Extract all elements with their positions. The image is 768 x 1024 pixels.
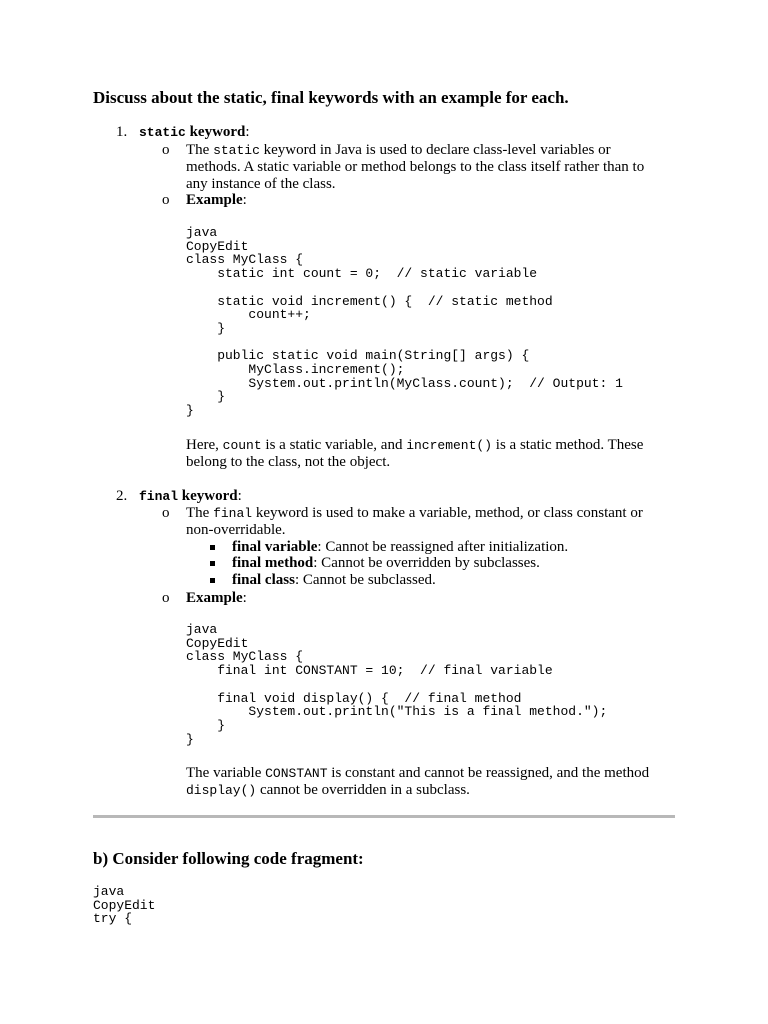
- horizontal-rule: [93, 815, 675, 818]
- sub-text-1: : Cannot be reassigned after initialization.: [317, 539, 569, 555]
- section-1-colon: :: [245, 124, 250, 140]
- section-2-description: [186, 505, 676, 539]
- circle-bullet-icon: o: [162, 142, 170, 158]
- desc-1-rest: keyword in Java is used to declare class-level variables or: [263, 142, 611, 158]
- sub-item-final-method: [232, 555, 540, 572]
- section-1-explanation: [186, 437, 676, 471]
- exp-2-code1: CONSTANT: [265, 766, 328, 781]
- section-2-title: [139, 488, 242, 505]
- sub-term-1: final variable: [232, 539, 318, 555]
- section-2-colon: :: [237, 488, 242, 504]
- circle-bullet-icon: o: [162, 505, 170, 521]
- page-heading: Discuss about the static, final keywords with an example for each.: [93, 88, 569, 107]
- example-2-label: Example: [186, 590, 243, 606]
- exp-1-mid: is a static variable, and: [265, 437, 403, 453]
- section-2-number: 2.: [116, 488, 128, 504]
- part-b-heading: b) Consider following code fragment:: [93, 849, 364, 868]
- exp-2-code2: display(): [186, 783, 257, 798]
- exp-2-pre: The variable: [186, 765, 262, 781]
- section-2-explanation: [186, 765, 676, 799]
- section-1-title-suffix: keyword: [189, 124, 246, 140]
- section-1-number: 1.: [116, 124, 128, 140]
- exp-1-rest: is a static method. These: [495, 437, 644, 453]
- desc-2-code: final: [213, 506, 253, 521]
- sub-text-2: : Cannot be overridden by subclasses.: [313, 555, 540, 571]
- section-1-keyword: static: [139, 125, 186, 140]
- sub-term-3: final class: [232, 572, 295, 588]
- example-1-label: Example: [186, 192, 243, 208]
- desc-2-rest: keyword is used to make a variable, method, or class constant or: [255, 505, 643, 521]
- desc-2-pre: The: [186, 505, 210, 521]
- exp-1-pre: Here,: [186, 437, 219, 453]
- square-bullet-icon: [210, 561, 215, 566]
- circle-bullet-icon: o: [162, 192, 170, 208]
- square-bullet-icon: [210, 545, 215, 550]
- desc-2-line2: non-overridable.: [186, 522, 286, 538]
- section-2-keyword: final: [139, 489, 179, 504]
- example-1-label-wrap: Example:: [186, 192, 247, 208]
- code-block-2: java CopyEdit class MyClass { final int CONSTANT = 10; // final variable final void display() { // final method System.out.println("This is a final method."); } }: [186, 622, 608, 747]
- sub-text-3: : Cannot be subclassed.: [294, 572, 436, 588]
- sub-term-2: final method: [232, 555, 314, 571]
- exp-2-rest: is constant and cannot be reassigned, and the method: [331, 765, 650, 781]
- example-2-label-wrap: Example:: [186, 590, 247, 606]
- desc-1-line3: any instance of the class.: [186, 176, 336, 192]
- desc-1-code: static: [213, 143, 260, 158]
- exp-1-line2: belong to the class, not the object.: [186, 454, 391, 470]
- section-1-description: [186, 142, 676, 193]
- circle-bullet-icon: o: [162, 590, 170, 606]
- section-2-title-suffix: keyword: [181, 488, 238, 504]
- square-bullet-icon: [210, 578, 215, 583]
- section-1-title: [139, 124, 250, 141]
- sub-item-final-class: [232, 572, 436, 589]
- code-block-part-b: java CopyEdit try {: [93, 884, 156, 927]
- sub-item-final-variable: [232, 539, 568, 556]
- exp-2-line2: cannot be overridden in a subclass.: [259, 782, 470, 798]
- exp-1-code1: count: [222, 438, 262, 453]
- exp-1-code2: increment(): [406, 438, 493, 453]
- desc-1-line2: methods. A static variable or method belongs to the class itself rather than to: [186, 159, 645, 175]
- desc-1-pre: The: [186, 142, 210, 158]
- code-block-1: java CopyEdit class MyClass { static int count = 0; // static variable static void increment() { // static method count++; } public static void main(String[] args) { MyClass.increment(); System.out.println(MyClass.count); // Output: 1 } }: [186, 225, 623, 419]
